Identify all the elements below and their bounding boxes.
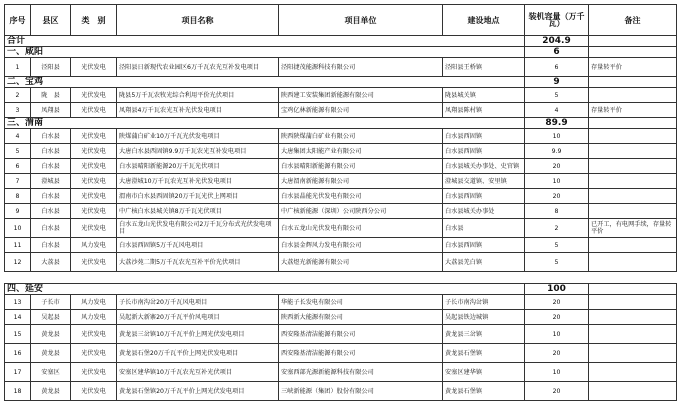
total-label: 合计 [5, 36, 525, 47]
row-project-name: 大唐白水县西固镇9.9万千瓦农光互补发电项目 [117, 144, 279, 159]
row-no: 3 [5, 103, 31, 118]
section-capacity: 6 [525, 47, 589, 58]
row-county: 白水县 [31, 144, 71, 159]
row-note [589, 310, 677, 325]
section-note [589, 284, 677, 295]
table-row [5, 129, 677, 144]
row-type: 光伏发电 [71, 325, 117, 344]
row-project-unit: 白水县晶能光伏发电有限公司 [279, 189, 443, 204]
row-county: 黄龙县 [31, 344, 71, 363]
table-row [5, 382, 677, 401]
header-project-unit: 项目单位 [279, 5, 443, 36]
row-county: 泾阳县 [31, 58, 71, 77]
row-project-name: 白水县西固镇5万千瓦风电项目 [117, 238, 279, 253]
row-project-name: 中广核白水县城关镇8万千瓦光伏项目 [117, 204, 279, 219]
section-label: 一、咸阳 [5, 47, 525, 58]
row-note [589, 174, 677, 189]
row-project-unit: 泾阳捷茂能源科技有限公司 [279, 58, 443, 77]
row-site: 陇县城关镇 [443, 88, 525, 103]
row-site: 安塞区建华镇 [443, 363, 525, 382]
row-note [589, 363, 677, 382]
table-body [5, 36, 677, 401]
row-no: 17 [5, 363, 31, 382]
row-capacity: 6 [525, 58, 589, 77]
table-row [5, 204, 677, 219]
row-site: 澄城县交道镇、安里镇 [443, 174, 525, 189]
row-project-unit: 陕西新大能源有限公司 [279, 310, 443, 325]
row-capacity: 20 [525, 344, 589, 363]
row-site: 白水县西固镇 [443, 238, 525, 253]
section-row [5, 284, 677, 295]
row-capacity: 4 [525, 103, 589, 118]
section-label: 二、宝鸡 [5, 77, 525, 88]
table-row [5, 363, 677, 382]
total-note [589, 36, 677, 47]
table-row [5, 144, 677, 159]
row-site: 泾阳县王桥镇 [443, 58, 525, 77]
row-county: 白水县 [31, 129, 71, 144]
row-no: 18 [5, 382, 31, 401]
row-project-name: 大唐澄城10万千瓦农光互补光伏发电项目 [117, 174, 279, 189]
table-row [5, 159, 677, 174]
row-project-unit: 安塞西部光源新能源科技有限公司 [279, 363, 443, 382]
row-site: 白水县城关办事处、史官镇 [443, 159, 525, 174]
row-no: 16 [5, 344, 31, 363]
section-note [589, 77, 677, 88]
header-county: 县区 [31, 5, 71, 36]
row-county: 吴起县 [31, 310, 71, 325]
row-project-name: 子长市南沟岔20万千瓦风电项目 [117, 295, 279, 310]
row-county: 白水县 [31, 238, 71, 253]
row-capacity: 10 [525, 363, 589, 382]
section-label: 四、延安 [5, 284, 525, 295]
row-no: 13 [5, 295, 31, 310]
row-project-unit: 华能子长发电有限公司 [279, 295, 443, 310]
table-row [5, 103, 677, 118]
row-site: 白水县西固镇 [443, 129, 525, 144]
row-type: 光伏发电 [71, 88, 117, 103]
row-no: 7 [5, 174, 31, 189]
row-type: 光伏发电 [71, 253, 117, 272]
row-project-unit: 西安隆基清洁能源有限公司 [279, 325, 443, 344]
section-label: 三、渭南 [5, 118, 525, 129]
section-capacity: 100 [525, 284, 589, 295]
row-site: 黄龙县石堡镇 [443, 382, 525, 401]
row-type: 光伏发电 [71, 58, 117, 77]
row-county: 安塞区 [31, 363, 71, 382]
row-project-name: 黄龙县三岔镇10万千瓦平价上网光伏发电项目 [117, 325, 279, 344]
section-capacity: 89.9 [525, 118, 589, 129]
section-note [589, 118, 677, 129]
row-project-name: 白水五龙山光伏发电有限公司2万千瓦分布式光伏发电项目 [117, 219, 279, 238]
project-table [4, 4, 677, 401]
row-capacity: 5 [525, 238, 589, 253]
row-type: 光伏发电 [71, 159, 117, 174]
row-capacity: 5 [525, 253, 589, 272]
row-type: 光伏发电 [71, 363, 117, 382]
row-capacity: 10 [525, 325, 589, 344]
row-no: 2 [5, 88, 31, 103]
row-county: 黄龙县 [31, 325, 71, 344]
row-project-name: 吴起新大新寨20万千瓦平价风电项目 [117, 310, 279, 325]
row-note [589, 189, 677, 204]
row-project-name: 陕煤蒲白矿业10万千瓦光伏发电项目 [117, 129, 279, 144]
row-site: 凤翔县陈村镇 [443, 103, 525, 118]
section-row [5, 118, 677, 129]
row-project-unit: 大唐渭南新能源有限公司 [279, 174, 443, 189]
row-type: 风力发电 [71, 295, 117, 310]
row-no: 5 [5, 144, 31, 159]
section-note [589, 47, 677, 58]
row-site: 黄龙县三岔镇 [443, 325, 525, 344]
section-row [5, 47, 677, 58]
row-capacity: 20 [525, 159, 589, 174]
row-note [589, 88, 677, 103]
row-project-unit: 陕西建工安装集团新能源有限公司 [279, 88, 443, 103]
header-note: 备注 [589, 5, 677, 36]
row-no: 14 [5, 310, 31, 325]
row-note [589, 253, 677, 272]
row-no: 1 [5, 58, 31, 77]
row-project-name: 凤翔县4万千瓦农光互补光伏发电项目 [117, 103, 279, 118]
row-project-unit: 宝鸡亿林新能源有限公司 [279, 103, 443, 118]
total-capacity: 204.9 [525, 36, 589, 47]
row-type: 光伏发电 [71, 174, 117, 189]
row-site: 子长市南沟岔镇 [443, 295, 525, 310]
row-project-name: 大荔沙苑二期5万千瓦农光互补平价光伏项目 [117, 253, 279, 272]
row-capacity: 20 [525, 189, 589, 204]
row-county: 白水县 [31, 189, 71, 204]
row-project-unit: 西安隆基清洁能源有限公司 [279, 344, 443, 363]
row-type: 光伏发电 [71, 189, 117, 204]
row-site: 吴起县铁边城镇 [443, 310, 525, 325]
total-row [5, 36, 677, 47]
header-capacity: 装机容量（万千瓦） [525, 5, 589, 36]
row-note [589, 344, 677, 363]
row-no: 12 [5, 253, 31, 272]
row-type: 光伏发电 [71, 144, 117, 159]
header-row [5, 5, 677, 36]
row-county: 白水县 [31, 204, 71, 219]
row-site: 白水县 [443, 219, 525, 238]
row-project-unit: 陕西陕煤蒲白矿业有限公司 [279, 129, 443, 144]
row-note [589, 295, 677, 310]
row-note [589, 382, 677, 401]
row-capacity: 20 [525, 382, 589, 401]
row-project-unit: 大唐集团太阳能产业有限公司 [279, 144, 443, 159]
header-site: 建设地点 [443, 5, 525, 36]
row-site: 白水县西固镇 [443, 144, 525, 159]
row-note: 已开工，有电网手续，存量转平价 [589, 219, 677, 238]
row-project-unit: 白水五龙山光伏发电有限公司 [279, 219, 443, 238]
row-capacity: 20 [525, 295, 589, 310]
row-note [589, 129, 677, 144]
row-project-name: 渭南市白水县西固镇20万千瓦光伏上网项目 [117, 189, 279, 204]
row-no: 11 [5, 238, 31, 253]
row-capacity: 10 [525, 129, 589, 144]
row-county: 黄龙县 [31, 382, 71, 401]
table-row [5, 174, 677, 189]
table-row [5, 88, 677, 103]
row-project-name: 陇县5万千瓦农牧光综合利用平价光伏项目 [117, 88, 279, 103]
row-capacity: 20 [525, 310, 589, 325]
row-county: 大荔县 [31, 253, 71, 272]
row-project-name: 白水县晴阳新能源20万千瓦光伏项目 [117, 159, 279, 174]
table-row [5, 325, 677, 344]
row-project-unit: 白水县晴阳新能源有限公司 [279, 159, 443, 174]
section-capacity: 9 [525, 77, 589, 88]
row-note [589, 204, 677, 219]
row-type: 光伏发电 [71, 219, 117, 238]
row-capacity: 8 [525, 204, 589, 219]
row-no: 4 [5, 129, 31, 144]
row-type: 风力发电 [71, 238, 117, 253]
section-row [5, 77, 677, 88]
header-type: 类 别 [71, 5, 117, 36]
row-county: 澄城县 [31, 174, 71, 189]
row-capacity: 10 [525, 174, 589, 189]
table-row [5, 253, 677, 272]
table-row [5, 219, 677, 238]
row-site: 白水县城关办事处 [443, 204, 525, 219]
row-note: 存量转平价 [589, 58, 677, 77]
row-site: 黄龙县石堡镇 [443, 344, 525, 363]
row-type: 风力发电 [71, 310, 117, 325]
row-note [589, 159, 677, 174]
table-row [5, 58, 677, 77]
row-project-name: 安塞区建华镇10万千瓦农光互补光伏项目 [117, 363, 279, 382]
row-note [589, 325, 677, 344]
row-site: 白水县西固镇 [443, 189, 525, 204]
row-type: 光伏发电 [71, 344, 117, 363]
row-note [589, 238, 677, 253]
row-project-name: 泾阳县日新现代农业园区6万千瓦农光互补发电项目 [117, 58, 279, 77]
row-note: 存量转平价 [589, 103, 677, 118]
row-note [589, 144, 677, 159]
table-row [5, 310, 677, 325]
header-project-name: 项目名称 [117, 5, 279, 36]
table-row [5, 238, 677, 253]
row-no: 8 [5, 189, 31, 204]
row-project-name: 黄龙县石堡镇20万千瓦平价上网光伏发电项目 [117, 382, 279, 401]
row-capacity: 5 [525, 88, 589, 103]
row-type: 光伏发电 [71, 129, 117, 144]
row-county: 白水县 [31, 159, 71, 174]
row-county: 陇 县 [31, 88, 71, 103]
row-county: 白水县 [31, 219, 71, 238]
row-capacity: 2 [525, 219, 589, 238]
row-county: 凤翔县 [31, 103, 71, 118]
row-type: 光伏发电 [71, 204, 117, 219]
row-county: 子长市 [31, 295, 71, 310]
table-row [5, 189, 677, 204]
row-project-unit: 白水县金辉风力发电有限公司 [279, 238, 443, 253]
row-no: 9 [5, 204, 31, 219]
row-project-name: 黄龙县石堡20万千瓦平价上网光伏发电项目 [117, 344, 279, 363]
row-site: 大荔县羌白镇 [443, 253, 525, 272]
row-no: 15 [5, 325, 31, 344]
table-row [5, 344, 677, 363]
row-no: 10 [5, 219, 31, 238]
row-project-unit: 中广核新能源（深圳）公司陕西分公司 [279, 204, 443, 219]
row-type: 光伏发电 [71, 103, 117, 118]
section-gap [5, 272, 677, 284]
row-type: 光伏发电 [71, 382, 117, 401]
row-project-unit: 三峡新能源（集团）股份有限公司 [279, 382, 443, 401]
gap-cell [5, 272, 677, 284]
row-capacity: 9.9 [525, 144, 589, 159]
header-no: 序号 [5, 5, 31, 36]
row-no: 6 [5, 159, 31, 174]
row-project-unit: 大荔煜光新能源有限公司 [279, 253, 443, 272]
table-row [5, 295, 677, 310]
project-table-wrapper [4, 4, 676, 401]
